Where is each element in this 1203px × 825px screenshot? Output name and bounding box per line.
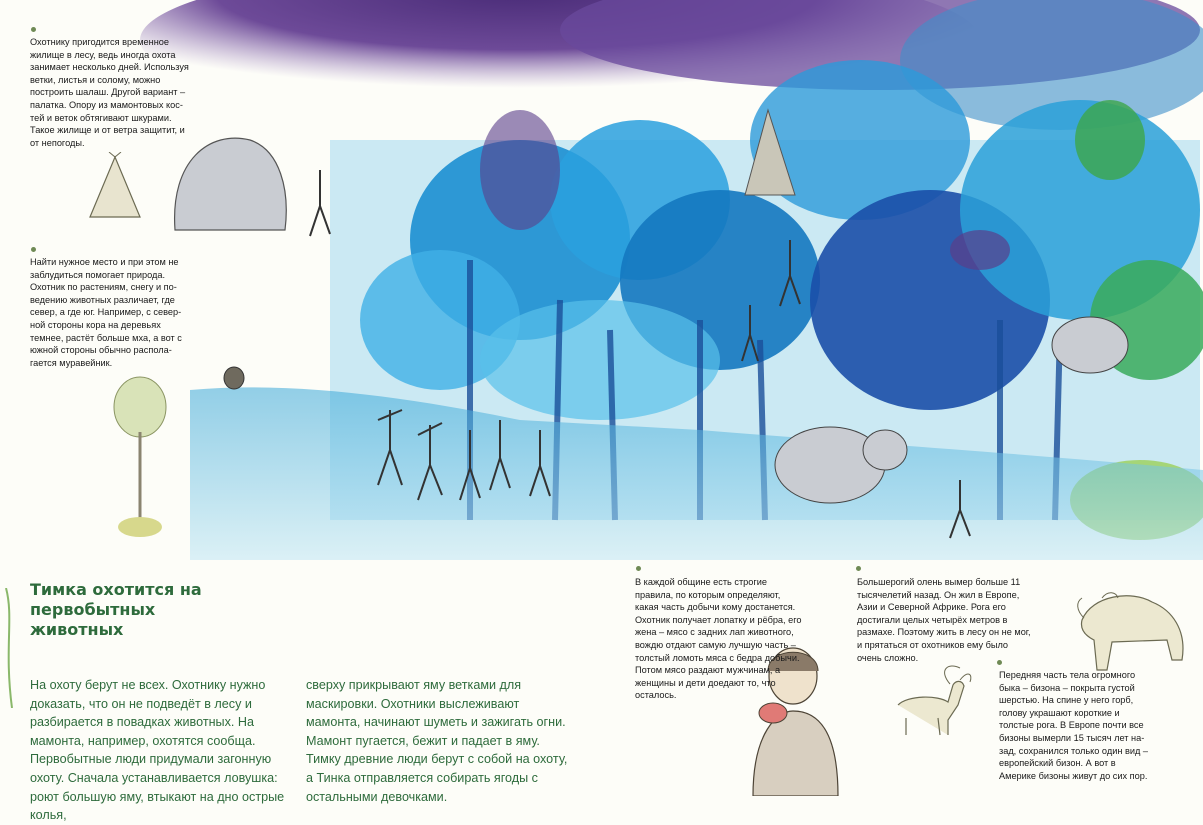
bullet-icon [636,566,641,571]
shelter-note: Охотнику пригодится временное жилище в лесу, ведь иногда охота занимает несколько дней. Используя ветки, листья и солому, можно построить шалаш. Другой вариант – палатка. Опору из мамонтовых костей и веток обтягивают шкурами. Такое жилище и от ветра защитит, и от непогоды. [30,37,189,148]
giant-deer-sketch [878,660,973,740]
bullet-icon [31,247,36,252]
navigation-note: Найти нужное место и при этом не заблудиться помогает природа. Охотник по растениям, снегу и поведению животных различает, где север, а где юг. Например, с северной стороны кора на деревьях темнее, растёт больше мха, а вот с южной стороны обычно располагается муравейник. [30,257,182,368]
bison-note: Передняя часть тела огромного быка – бизона – покрыта густой шерстью. На спине у него горб, голову украшают короткие и толстые рога. В Европе почти все бизоны вымерли 15 тысяч лет назад, сохранился только один вид – европейский бизон. А вот в Америке бизоны живут до сих пор. [999,670,1149,781]
bullet-icon [997,660,1002,665]
article-column-2: сверху прикрывают яму ветками для маскировки. Охотники выслеживают мамонта, начинают шуметь и зажигать огни. Мамонт пугается, бежит и падает в яму. Тимку древние люди берут с собой на охоту, а Тинка отправляется собирать ягоды с остальными девочками. [306,678,568,804]
tree-sketch [110,372,170,542]
basket-sketch [222,358,246,390]
fern-icon [0,588,24,708]
page-title: Тимка охотится на первобытных животных [30,580,202,639]
bullet-icon [31,27,36,32]
bison-sketch [1072,580,1202,680]
deer-note: Большерогий олень вымер больше 11 тысячелетий назад. Он жил в Европе, Азии и Северной Африке. Рога его достигали целых четырёх метров в размахе. Поэтому жить в лесу он не мог, и прятаться от охотников ему было очень сложно. [857,577,1031,663]
tent-sketch [85,152,145,222]
bullet-icon [856,566,861,571]
rules-note: В каждой общине есть строгие правила, по которым определяют, какая часть добычи кому достанется. Охотник получает лопатку и рёбра, его жена – мясо с задних лап животного, вождю отдают самую лучшую часть – толстый ломоть мяса с бедра добычи. Потом мясо раздают мужчинам, а женщины и дети доедают то, что осталось. [635,577,802,701]
article-column-1: На охоту берут не всех. Охотнику нужно доказать, что он не подведёт в лесу и разбирается в повадках животных. На мамонта, например, охотятся сообща. Первобытные люди придумали загонную охоту. Сначала устанавливается ловушка: роют большую яму, втыкают на дно острые колья, [30,678,285,823]
